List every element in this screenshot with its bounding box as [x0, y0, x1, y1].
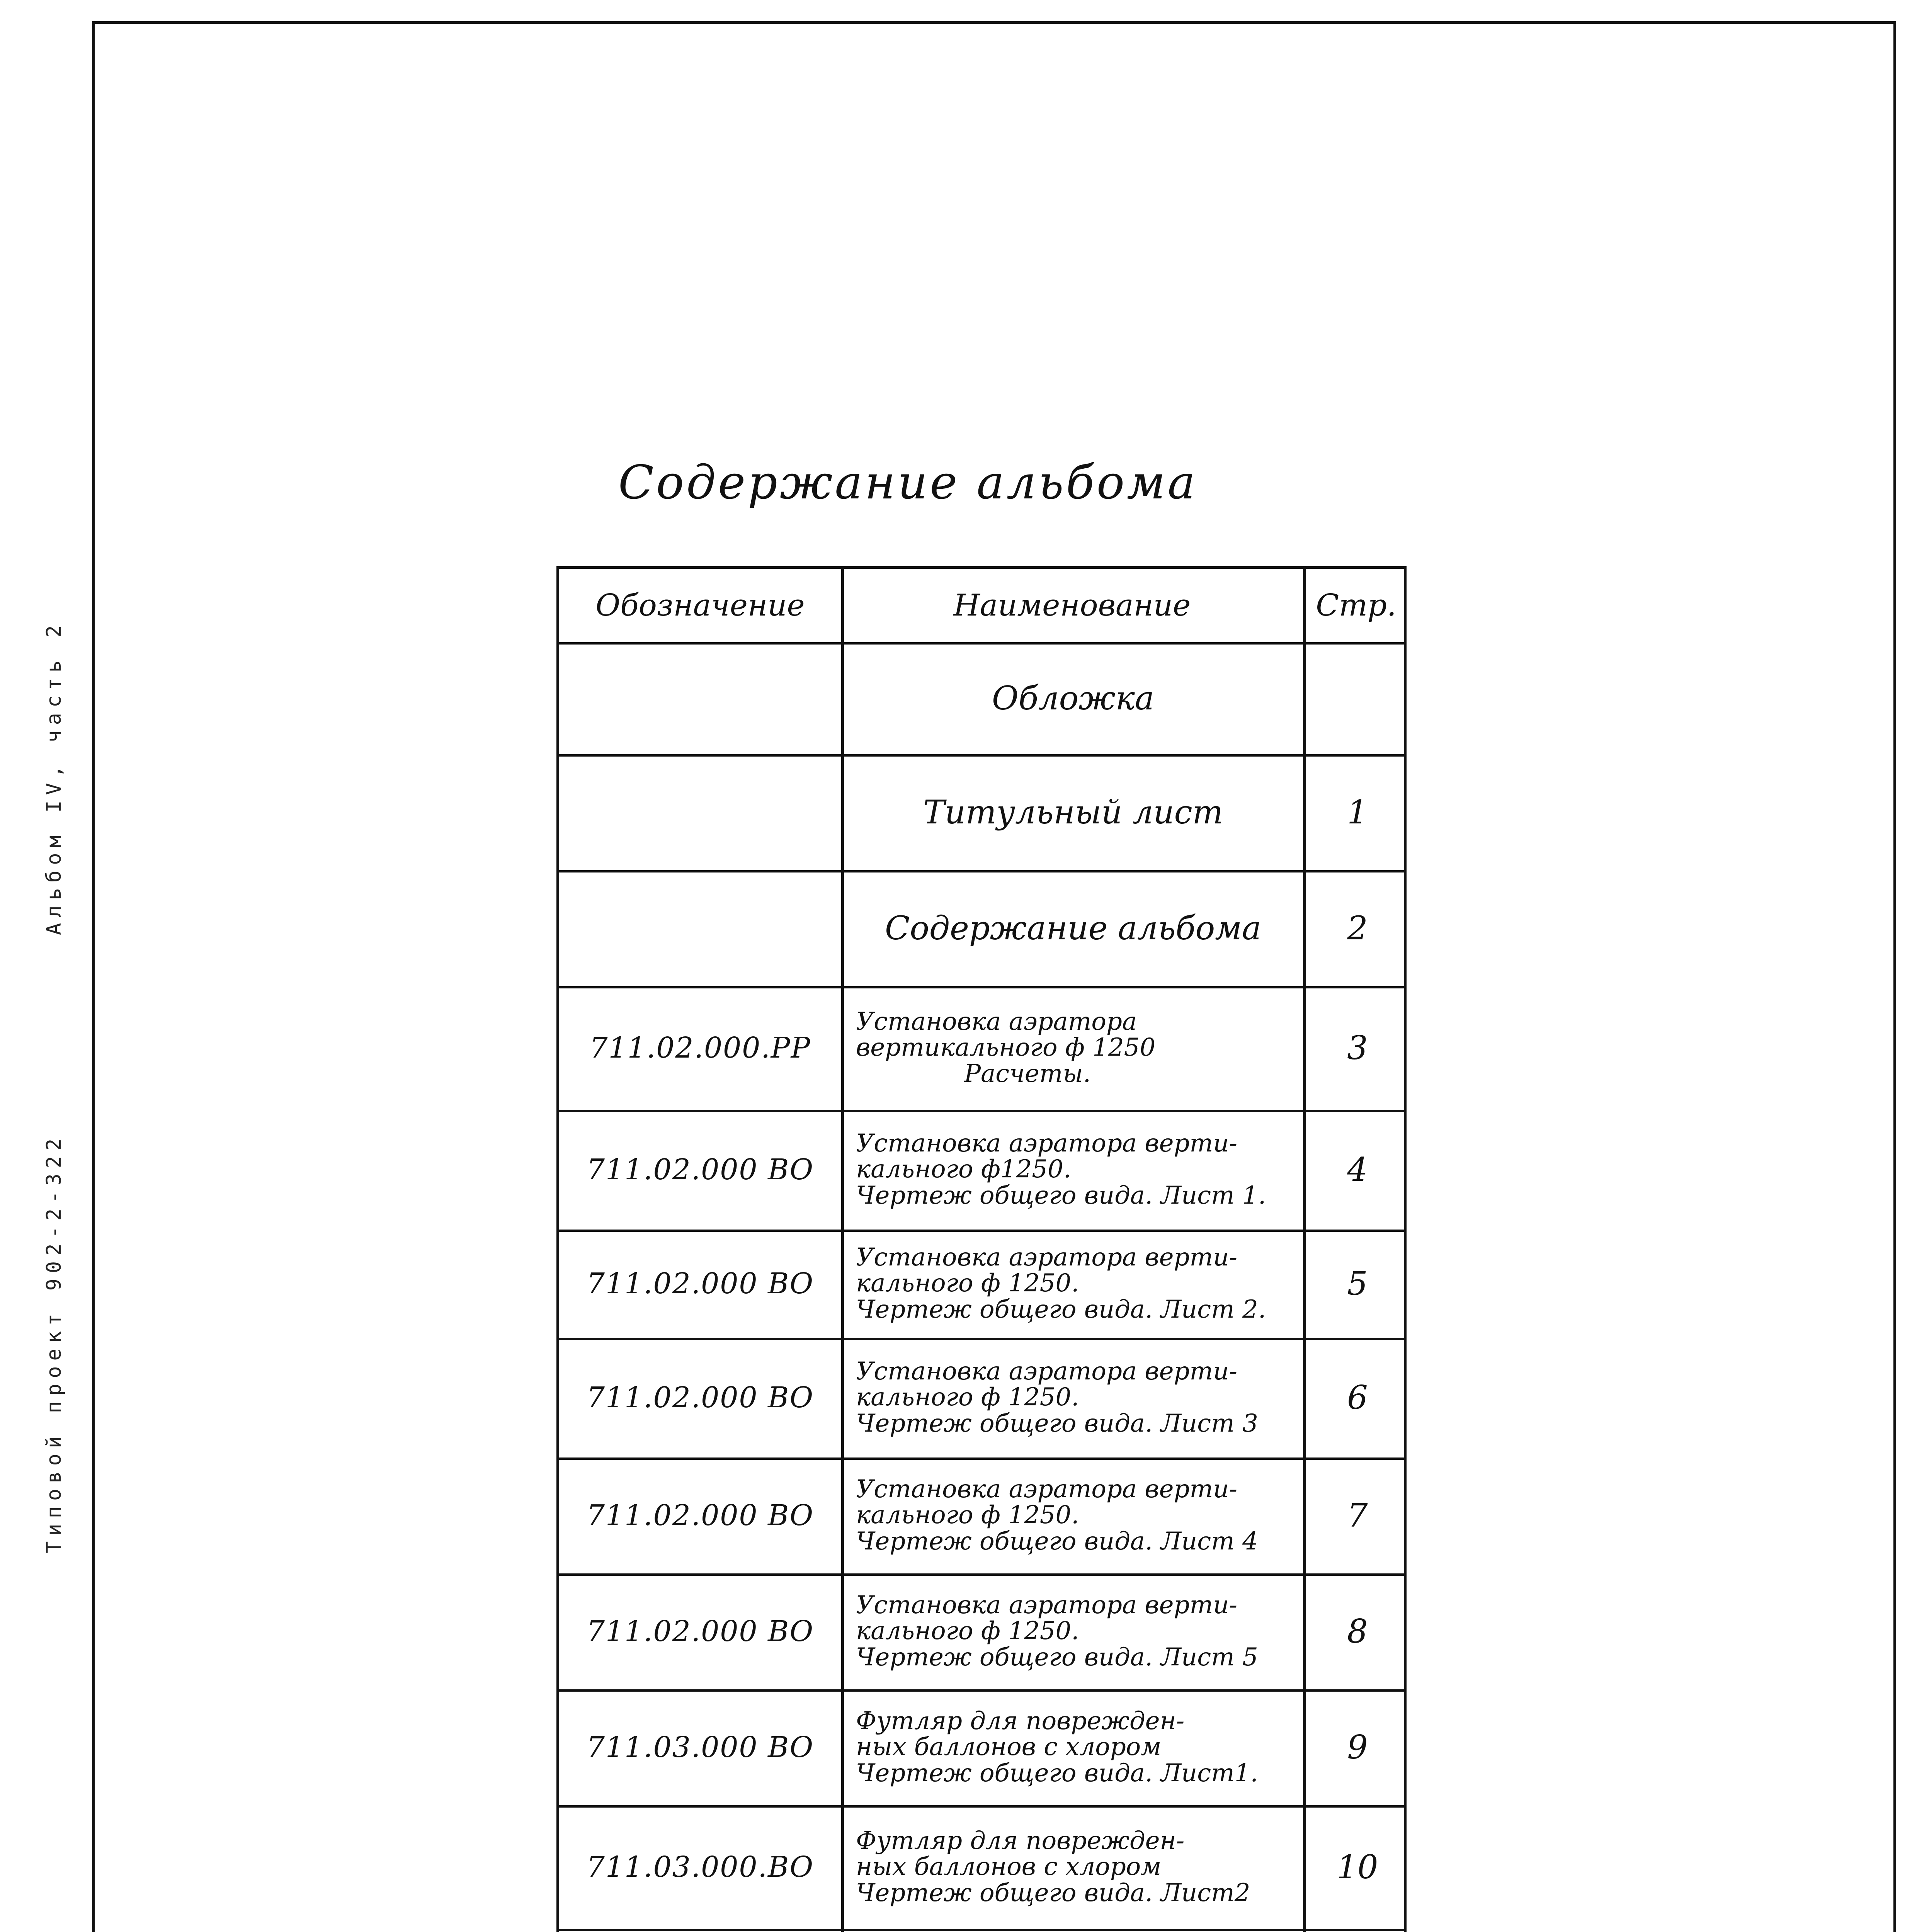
row-page: 5	[1347, 1265, 1368, 1303]
row-designation: 711.02.000.PP	[589, 1031, 811, 1065]
row-designation: 711.03.000 ВО	[586, 1731, 814, 1764]
row-designation	[559, 642, 841, 754]
row-page: 8	[1347, 1612, 1368, 1650]
row-page: 7	[1347, 1497, 1368, 1534]
row-name	[845, 1230, 1301, 1338]
header-page: Стр.	[1316, 588, 1397, 623]
row-name	[845, 1110, 1301, 1230]
row-designation	[559, 754, 841, 870]
row-designation: 711.02.000 ВО	[586, 1381, 814, 1414]
row-name-line: кального ф 1250.	[856, 1269, 1079, 1298]
row-page: 1	[1347, 793, 1368, 831]
row-page: 3	[1347, 1029, 1368, 1067]
row-page	[1306, 1929, 1409, 1932]
row-name-line: Установка аэратора верти-	[856, 1591, 1238, 1620]
row-name-line: Чертеж общего вида. Лист 1.	[856, 1181, 1266, 1210]
row-name-line: Содержание альбома	[885, 909, 1261, 947]
column-divider	[841, 569, 844, 1932]
row-name-line: кального ф 1250.	[856, 1383, 1079, 1412]
row-name	[845, 1929, 1301, 1932]
header-designation: Обозначение	[595, 588, 805, 623]
row-name-line: Титульный лист	[923, 793, 1223, 831]
header-name: Наименование	[953, 588, 1191, 623]
row-name	[845, 1573, 1301, 1689]
row-page: 9	[1347, 1728, 1368, 1766]
row-page: 6	[1347, 1379, 1368, 1417]
row-name-line: Установка аэратора	[856, 1007, 1137, 1036]
row-page	[1306, 642, 1409, 754]
row-name-line: Чертеж общего вида. Лист 4	[856, 1527, 1258, 1556]
row-name-line: Установка аэратора верти-	[856, 1243, 1238, 1272]
column-divider	[1303, 569, 1306, 1932]
page-title: Содержание альбома	[618, 456, 1198, 510]
row-name	[845, 1805, 1301, 1929]
row-name	[845, 1458, 1301, 1573]
row-name-line: Чертеж общего вида. Лист 3	[856, 1409, 1258, 1438]
row-name-line: Расчеты.	[964, 1059, 1091, 1088]
row-name-line: Чертеж общего вида. Лист1.	[856, 1759, 1258, 1787]
row-name	[845, 754, 1301, 870]
row-name-line: кального ф1250.	[856, 1155, 1072, 1184]
row-name-line: Чертеж общего вида. Лист2	[856, 1878, 1250, 1907]
row-name	[845, 870, 1301, 986]
row-page: 2	[1347, 909, 1368, 947]
row-name-line: Установка аэратора верти-	[856, 1475, 1238, 1504]
row-name	[845, 642, 1301, 754]
row-name-line: Чертеж общего вида. Лист 5	[856, 1643, 1258, 1672]
row-designation: 711.02.000 ВО	[586, 1267, 814, 1300]
row-name-line: Установка аэратора верти-	[856, 1129, 1238, 1158]
album-side-label: Альбом IV, часть 2	[43, 620, 66, 935]
row-name-line: ных баллонов с хлором	[856, 1852, 1162, 1881]
row-designation: 711.02.000 ВО	[586, 1153, 814, 1186]
row-name-line: Обложка	[992, 679, 1154, 717]
row-name-line: кального ф 1250.	[856, 1617, 1079, 1646]
row-name-line: Футляр для поврежден-	[856, 1707, 1185, 1736]
row-page: 4	[1347, 1151, 1368, 1189]
row-name	[845, 1338, 1301, 1458]
row-name	[845, 986, 1301, 1110]
row-designation	[559, 1929, 841, 1932]
row-designation	[559, 870, 841, 986]
row-designation: 711.03.000.ВО	[586, 1850, 814, 1884]
row-name-line: ных баллонов с хлором	[856, 1733, 1162, 1762]
row-name-line: вертикального ф 1250	[856, 1033, 1156, 1062]
project-side-label: Типовой проект 902-2-322	[43, 1133, 66, 1553]
row-name-line: Чертеж общего вида. Лист 2.	[856, 1295, 1266, 1324]
row-name	[845, 1689, 1301, 1805]
row-designation: 711.02.000 ВО	[586, 1499, 814, 1532]
row-designation: 711.02.000 ВО	[586, 1615, 814, 1648]
row-name-line: Установка аэратора верти-	[856, 1357, 1238, 1386]
row-page: 10	[1337, 1848, 1378, 1886]
row-name-line: Футляр для поврежден-	[856, 1827, 1185, 1855]
contents-table	[556, 566, 1407, 1932]
row-name-line: кального ф 1250.	[856, 1501, 1079, 1530]
